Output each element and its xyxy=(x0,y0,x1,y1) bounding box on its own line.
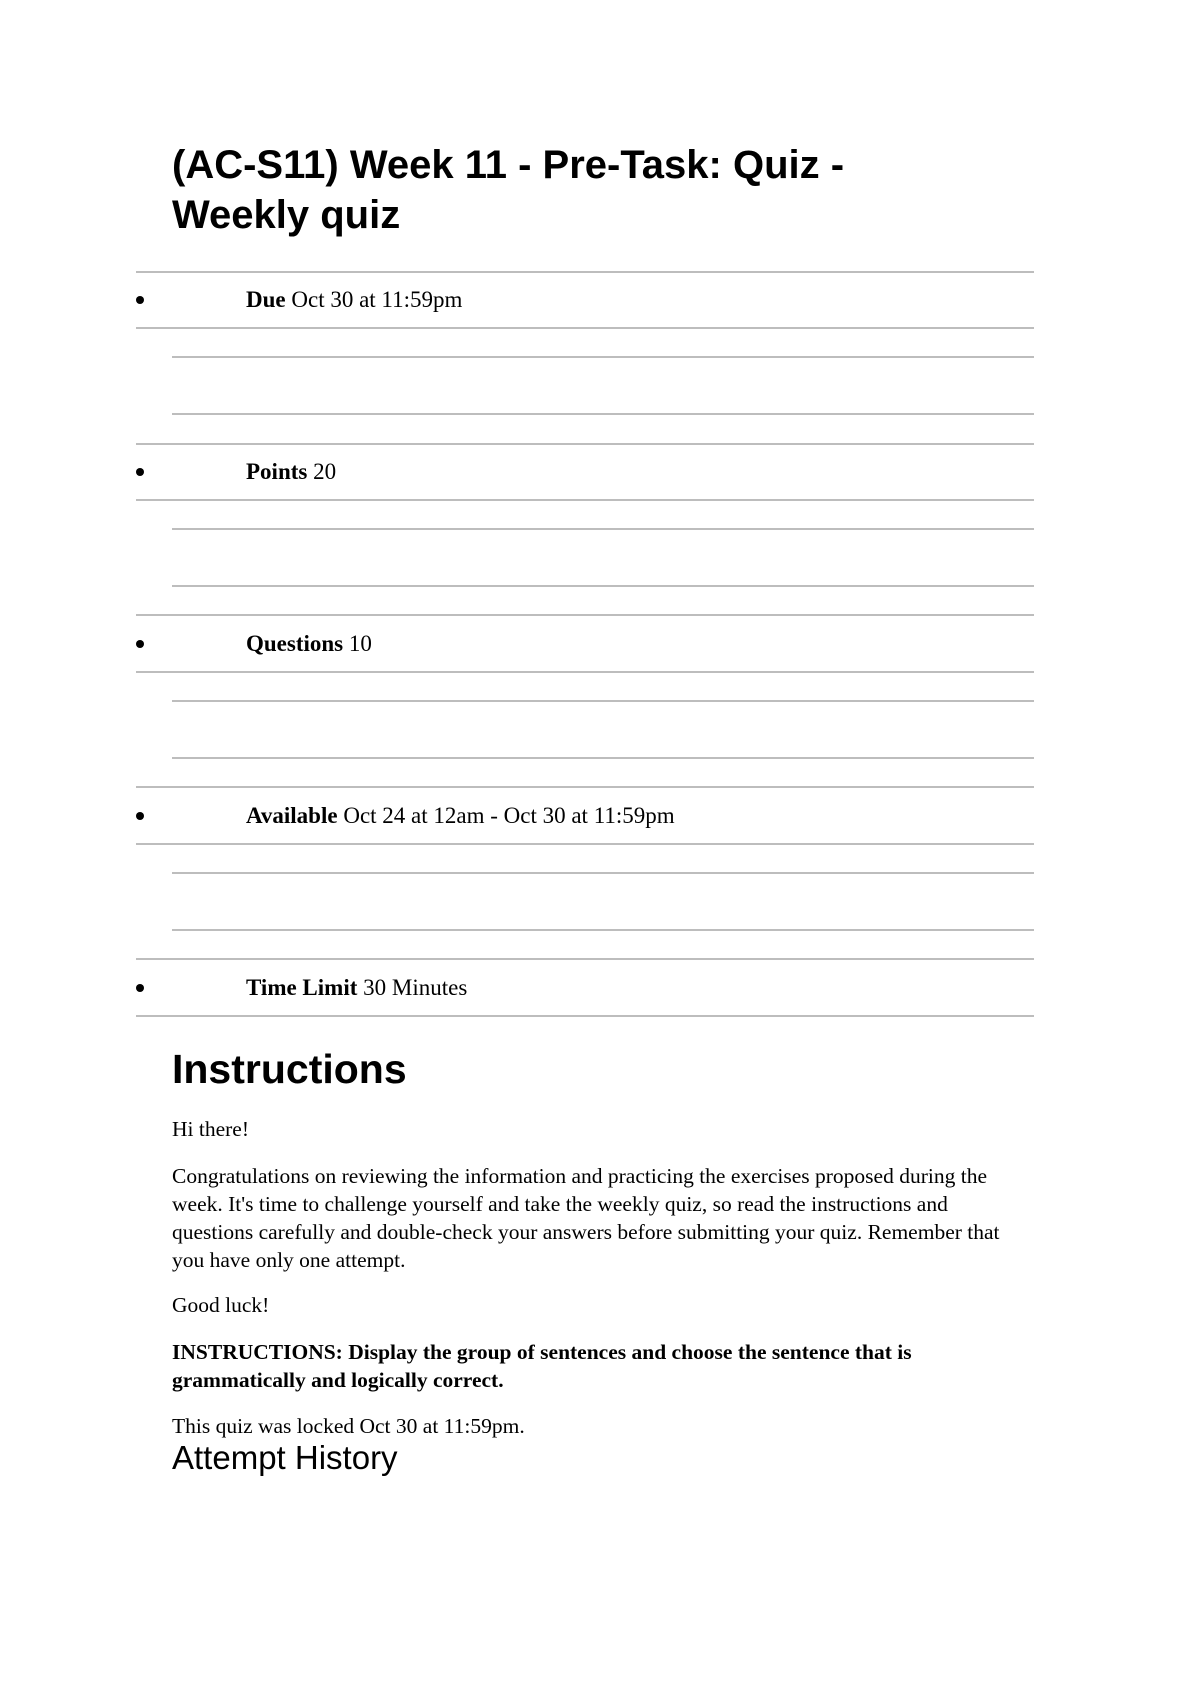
divider xyxy=(136,271,1034,273)
divider xyxy=(136,1015,1034,1017)
instructions-directive: INSTRUCTIONS: Display the group of sentences and choose the sentence that is grammatically and logically correct. xyxy=(172,1340,912,1392)
detail-value: Oct 24 at 12am - Oct 30 at 11:59pm xyxy=(343,803,675,828)
greeting-text: Hi there! xyxy=(172,1117,250,1141)
instructions-heading: Instructions xyxy=(172,1046,407,1092)
divider xyxy=(136,443,1034,445)
divider xyxy=(172,413,1034,415)
divider xyxy=(172,929,1034,931)
quiz-detail-questions xyxy=(136,626,1034,662)
divider xyxy=(136,499,1034,501)
instructions-body: Congratulations on reviewing the information and practicing the exercises proposed during the week. It's time to challenge yourself and take the weekly quiz, so read the instructions and questions carefully and double-check your answers before submitting your quiz. Remember that you have only one attempt. xyxy=(172,1164,1000,1272)
closing-text: Good luck! xyxy=(172,1293,270,1317)
divider xyxy=(136,786,1034,788)
bullet-icon xyxy=(136,468,144,476)
divider xyxy=(172,872,1034,874)
page-title: (AC-S11) Week 11 - Pre-Task: Quiz - Weekly quiz xyxy=(172,143,845,237)
divider xyxy=(172,757,1034,759)
divider xyxy=(136,843,1034,845)
detail-value: Oct 30 at 11:59pm xyxy=(291,287,463,312)
detail-value: 10 xyxy=(348,631,372,656)
divider xyxy=(172,528,1034,530)
divider xyxy=(172,700,1034,702)
lock-notice: This quiz was locked Oct 30 at 11:59pm. xyxy=(172,1414,525,1438)
divider xyxy=(136,958,1034,960)
quiz-detail-time-limit xyxy=(136,970,1034,1006)
detail-value: 20 xyxy=(313,459,337,484)
detail-label: Points xyxy=(246,459,308,484)
attempt-history-heading: Attempt History xyxy=(172,1439,398,1476)
quiz-detail-available xyxy=(136,798,1034,834)
bullet-icon xyxy=(136,296,144,304)
divider xyxy=(172,356,1034,358)
detail-label: Available xyxy=(246,803,338,828)
detail-value: 30 Minutes xyxy=(363,975,468,1000)
quiz-detail-points xyxy=(136,454,1034,490)
bullet-icon xyxy=(136,812,144,820)
divider xyxy=(172,585,1034,587)
divider xyxy=(136,327,1034,329)
quiz-detail-due xyxy=(136,282,1034,318)
bullet-icon xyxy=(136,640,144,648)
bullet-icon xyxy=(136,984,144,992)
divider xyxy=(136,614,1034,616)
detail-label: Time Limit xyxy=(246,975,358,1000)
detail-label: Questions xyxy=(246,631,344,656)
detail-label: Due xyxy=(246,287,286,312)
divider xyxy=(136,671,1034,673)
